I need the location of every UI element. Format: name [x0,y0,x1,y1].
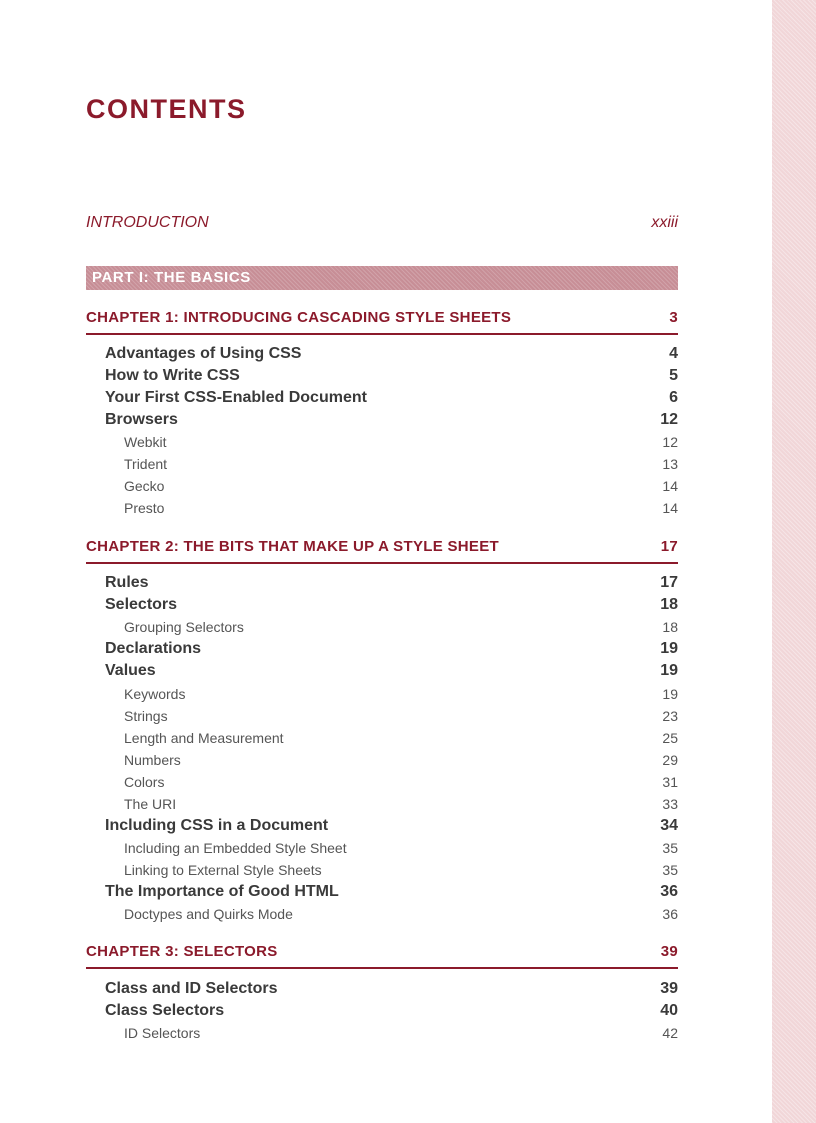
entry-text: Selectors [105,596,178,613]
toc-subentry[interactable] [124,749,678,771]
entry-page: 14 [662,500,678,516]
entry-page: 19 [660,662,678,679]
chapter-title: CHAPTER 3: SELECTORS [86,943,278,960]
toc-entry[interactable] [105,881,678,903]
entry-text: Browsers [105,411,178,428]
part-banner: PART I: THE BASICS [86,266,678,290]
entry-text: Webkit [124,434,167,450]
entry-page: 14 [662,478,678,494]
toc-subentry[interactable] [124,771,678,793]
entry-text: Advantages of Using CSS [105,345,302,362]
toc-subentry[interactable] [124,903,678,925]
intro-page: xxiii [651,214,678,231]
chapter-heading[interactable] [86,309,678,335]
toc-subentry[interactable] [124,453,678,475]
side-margin-band [772,0,816,1123]
entry-page: 36 [662,906,678,922]
entry-page: 33 [662,796,678,812]
chapter-title: CHAPTER 2: THE BITS THAT MAKE UP A STYLE SHEET [86,538,499,555]
entry-text: Rules [105,574,149,591]
entry-text: Declarations [105,640,202,657]
entry-page: 39 [660,980,678,997]
toc-subentry[interactable] [124,859,678,881]
entry-text: Presto [124,500,165,516]
entry-page: 42 [662,1025,678,1041]
entry-text: Grouping Selectors [124,619,244,635]
entry-page: 36 [660,883,678,900]
entry-text: The Importance of Good HTML [105,883,339,900]
entry-page: 25 [662,730,678,746]
toc-subentry[interactable] [124,793,678,815]
entry-text: ID Selectors [124,1025,201,1041]
toc-subentry[interactable] [124,475,678,497]
toc-subentry[interactable] [124,1022,678,1044]
entry-text: How to Write CSS [105,367,240,384]
entry-page: 34 [660,817,678,834]
entry-page: 23 [662,708,678,724]
entry-page: 35 [662,840,678,856]
toc-entry[interactable] [105,594,678,616]
entry-text: Class Selectors [105,1002,225,1019]
entry-page: 19 [662,686,678,702]
toc-subentry[interactable] [124,431,678,453]
entry-text: Colors [124,774,165,790]
intro-label: INTRODUCTION [86,214,209,231]
chapter-heading[interactable] [86,538,678,564]
entry-page: 19 [660,640,678,657]
toc-subentry[interactable] [124,727,678,749]
entry-page: 40 [660,1002,678,1019]
entry-text: The URI [124,796,177,812]
toc-subentry[interactable] [124,837,678,859]
toc-entry[interactable] [105,638,678,660]
entry-page: 35 [662,862,678,878]
toc-subentry[interactable] [124,616,678,638]
entry-text: Values [105,662,156,679]
toc-entry[interactable] [105,409,678,431]
toc-entry[interactable] [105,1000,678,1022]
toc-entry[interactable] [105,660,678,682]
entry-page: 31 [662,774,678,790]
chapter-page: 3 [669,309,678,326]
toc-intro-row[interactable] [86,214,678,232]
entry-text: Including an Embedded Style Sheet [124,840,347,856]
chapter-title: CHAPTER 1: INTRODUCING CASCADING STYLE SHEETS [86,309,512,326]
entry-text: Class and ID Selectors [105,980,278,997]
entry-text: Numbers [124,752,181,768]
entry-page: 29 [662,752,678,768]
entry-page: 17 [660,574,678,591]
toc-subentry[interactable] [124,705,678,727]
entry-page: 4 [669,345,678,362]
chapter-page: 17 [660,538,678,555]
chapter-heading[interactable] [86,943,678,969]
toc-entry[interactable] [105,978,678,1000]
entry-page: 6 [669,389,678,406]
toc-entry[interactable] [105,365,678,387]
entry-page: 5 [669,367,678,384]
toc-subentry[interactable] [124,497,678,519]
entry-text: Linking to External Style Sheets [124,862,322,878]
toc-entry[interactable] [105,387,678,409]
entry-text: Strings [124,708,168,724]
toc-entry[interactable] [105,343,678,365]
entry-page: 18 [660,596,678,613]
entry-text: Keywords [124,686,186,702]
entry-page: 18 [662,619,678,635]
toc-entry[interactable] [105,815,678,837]
entry-text: Doctypes and Quirks Mode [124,906,293,922]
entry-text: Your First CSS-Enabled Document [105,389,367,406]
entry-text: Length and Measurement [124,730,284,746]
entry-page: 12 [660,411,678,428]
chapter-page: 39 [660,943,678,960]
page-title: CONTENTS [86,94,247,124]
entry-text: Trident [124,456,168,472]
entry-page: 12 [662,434,678,450]
entry-text: Gecko [124,478,165,494]
toc-entry[interactable] [105,572,678,594]
toc-subentry[interactable] [124,683,678,705]
entry-page: 13 [662,456,678,472]
entry-text: Including CSS in a Document [105,817,329,834]
